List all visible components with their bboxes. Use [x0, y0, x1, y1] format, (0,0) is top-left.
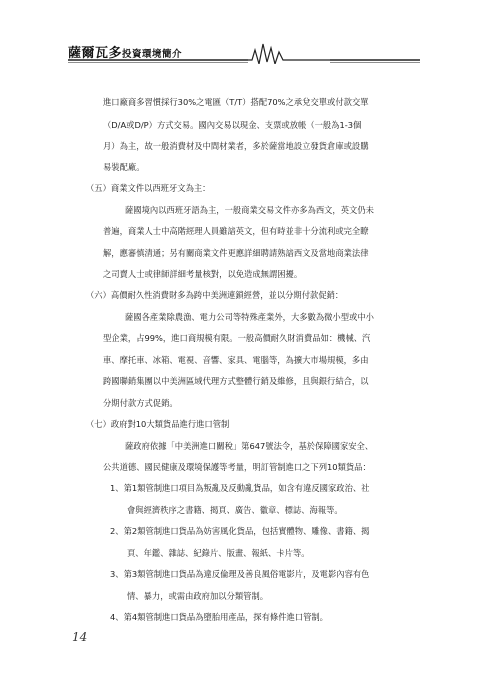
list-item-1: 1、第1類管制進口項目為叛亂及反動亂貨品，如含有違反國家政治、社 [110, 483, 370, 493]
text-line: （D/A或D/P）方式交易。國內交易以現金、支票或放帳（一般為1-3個 [103, 120, 362, 130]
section-heading-5: （五）商業文件以西班牙文為主： [86, 183, 211, 193]
text-line: 進口廠商多習慣採行30%之電匯（T/T）搭配70%之承兌交單或付款交單 [103, 97, 369, 107]
list-item-3: 3、第3類管制進口貨品為違反倫理及善良風俗電影片，及電影內容有色 [110, 569, 370, 579]
header-title-main: 薩爾瓦多 [68, 46, 123, 61]
text-line: 公共道德、國民健康及環境保護等考量，明訂管制進口之下列10類貨品： [103, 462, 371, 472]
header-title [68, 42, 182, 61]
text-line: 解，應審慎清通；另有關商業文件更應詳細聘請熟諳西文及當地商業法律 [103, 248, 369, 258]
text-line: 薩國境內以西班牙語為主，一般商業交易文件亦多為西文，英文仍未 [125, 205, 374, 215]
list-item-2-cont: 頁、年鑑、雜誌、紀錄片、版畫、報紙、卡片等。 [127, 548, 310, 558]
page-number: 14 [72, 630, 88, 644]
list-item-1-cont: 會與經濟秩序之書籍、揭頁、廣告、徽章、標誌、海報等。 [127, 505, 343, 515]
text-line: 薩政府依據「中美洲進口關稅」第647號法令，基於保障國家安全、 [125, 441, 374, 451]
text-line: 分期付款方式促銷。 [103, 398, 178, 408]
text-line: 普遍，商業人士中高階經理人員雖諳英文，但有時並非十分流利或完全瞭 [103, 226, 369, 236]
text-line: 之司賣人士或律師詳細考量核對，以免造成無謂困擾。 [103, 269, 303, 279]
text-line: 型企業，占99%，進口商規模有限。一般高價耐久財消費品如：機械、汽 [103, 333, 371, 343]
section-heading-7: （七）政府對10大類貨品進行進口管制 [86, 419, 230, 429]
text-line: 薩國各產業除農漁、電力公司等特殊產業外，大多數為微小型或中小 [125, 312, 374, 322]
list-item-3-cont: 情、暴力，或需由政府加以分類管制。 [127, 591, 269, 601]
text-line: 月）為主，故一般消費材及中間材業者，多於薩當地設立發貨倉庫或設購 [103, 141, 369, 151]
list-item-4: 4、第4類管制進口貨品為墮胎用產品，探有條件進口管制。 [110, 612, 328, 622]
list-item-2: 2、第2類管制進口貨品為妨害風化貨品，包括實體物、雕像、書籍、揭 [110, 526, 370, 536]
text-line: 易裝配廠。 [103, 162, 145, 172]
header-title-sub: 投資環境簡介 [122, 49, 183, 60]
text-line: 跨國聯銷集團以中美洲區域代理方式整體行銷及維修，且與銀行結合，以 [103, 376, 369, 386]
running-header [68, 38, 420, 64]
text-line: 車、摩托車、冰箱、電視、音響、家具、電腦等，為擴大市場規模，多由 [103, 355, 369, 365]
section-heading-6: （六）高價耐久性消費財多為跨中美洲連鎖經營，並以分期付款促銷： [86, 290, 344, 300]
